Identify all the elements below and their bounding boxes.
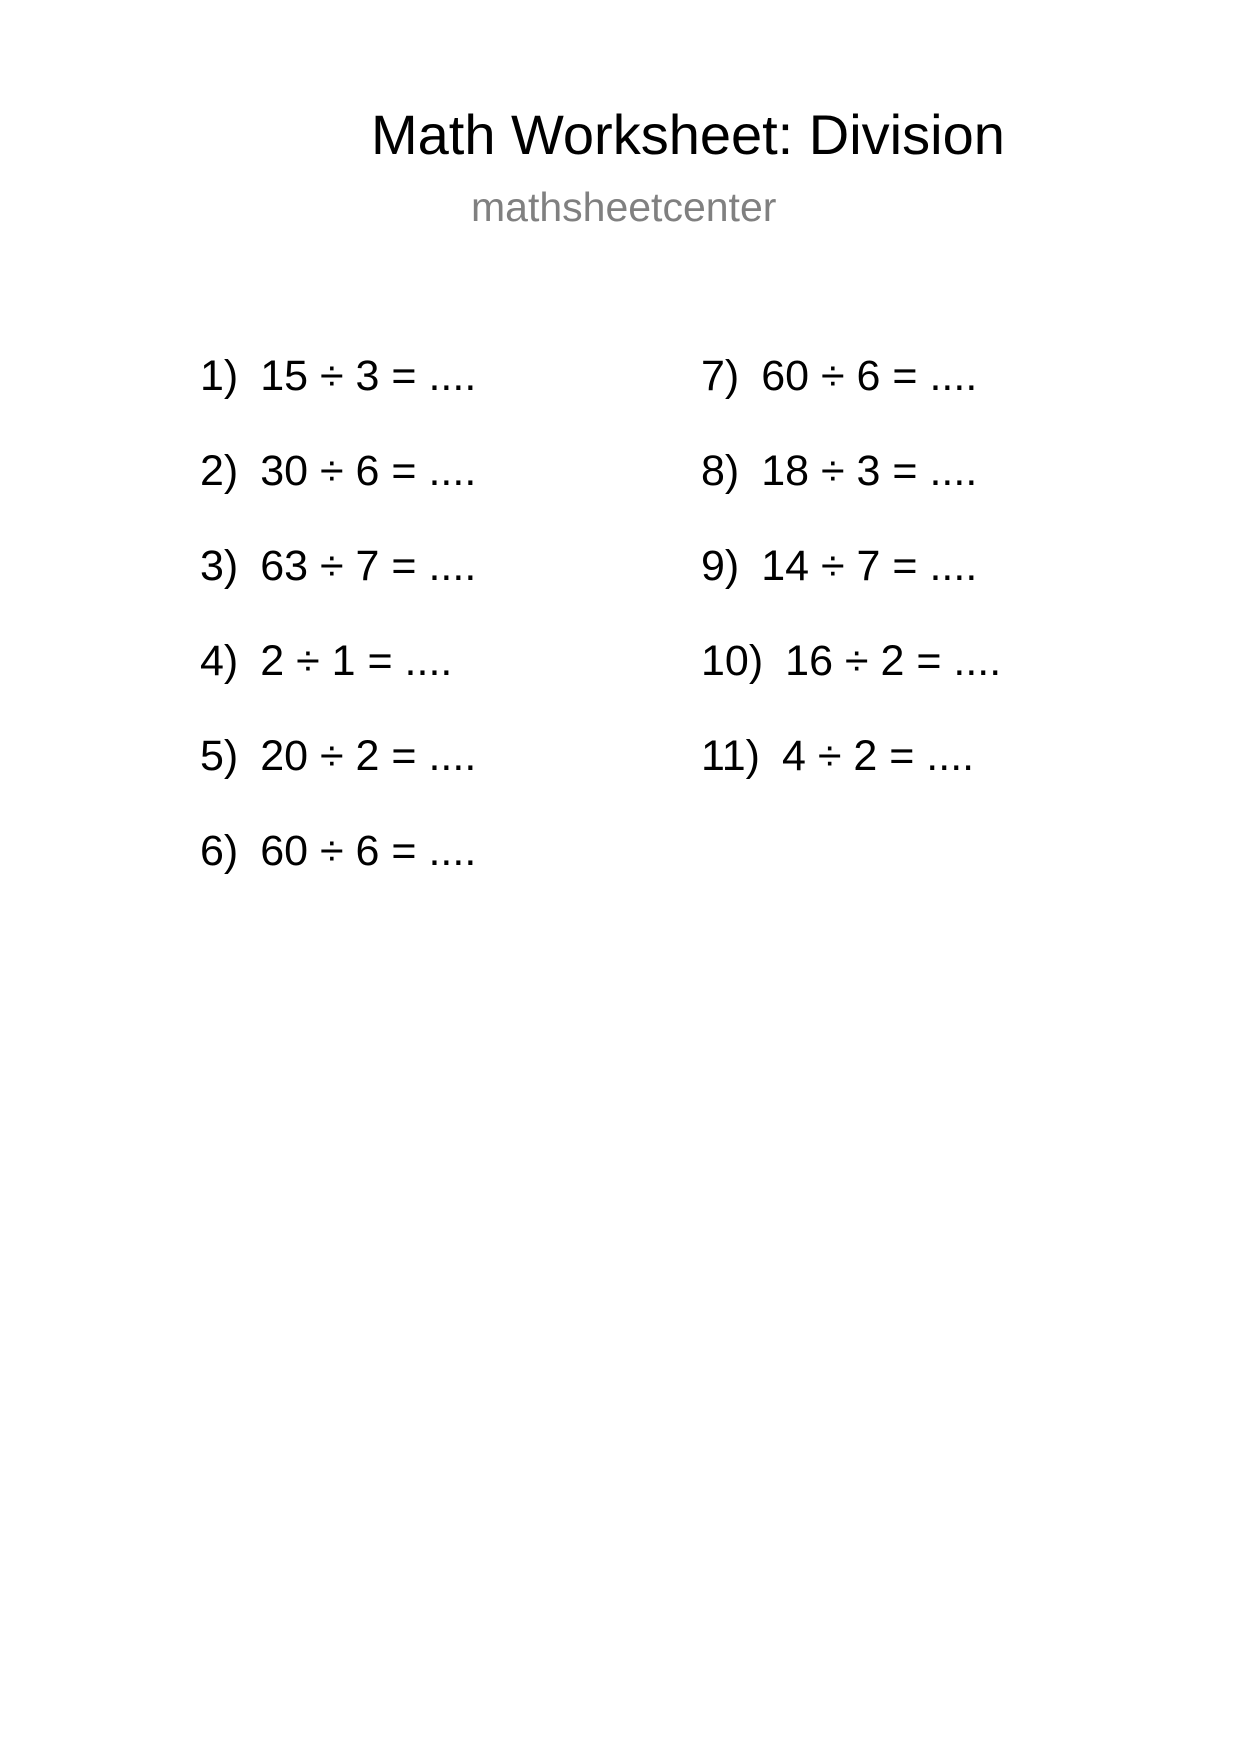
problem-expression: 18 ÷ 3 = .... [761, 447, 978, 495]
problem-expression: 20 ÷ 2 = .... [260, 732, 477, 780]
problem-expression: 16 ÷ 2 = .... [785, 637, 1002, 685]
problem-number: 11) [701, 732, 760, 780]
problem-item [701, 350, 977, 402]
problem-expression: 60 ÷ 6 = .... [260, 827, 477, 875]
problem-expression: 2 ÷ 1 = .... [260, 637, 453, 685]
problem-item [701, 540, 977, 592]
problem-item [200, 445, 476, 497]
page-subtitle: mathsheetcenter [471, 184, 777, 230]
problem-item [701, 730, 974, 782]
problem-item [200, 635, 452, 687]
problem-number: 9) [701, 542, 740, 590]
problem-number: 3) [200, 542, 239, 590]
problem-number: 5) [200, 732, 239, 780]
problem-expression: 30 ÷ 6 = .... [260, 447, 477, 495]
problem-expression: 4 ÷ 2 = .... [781, 732, 975, 780]
problem-expression: 60 ÷ 6 = .... [761, 352, 978, 400]
problem-number: 2) [200, 447, 239, 495]
problem-item [200, 540, 476, 592]
problem-item [701, 445, 977, 497]
problem-item [200, 825, 476, 877]
problem-number: 4) [200, 637, 239, 685]
problem-expression: 14 ÷ 7 = .... [761, 542, 978, 590]
problem-expression: 15 ÷ 3 = .... [260, 352, 477, 400]
page-title: Math Worksheet: Division [371, 103, 1005, 166]
problem-item [200, 350, 476, 402]
problem-expression: 63 ÷ 7 = .... [260, 542, 477, 590]
problem-item [200, 730, 476, 782]
problem-number: 1) [200, 352, 239, 400]
problem-number: 10) [701, 637, 764, 685]
problem-item [701, 635, 1001, 687]
problem-number: 7) [701, 352, 740, 400]
problem-number: 6) [200, 827, 239, 875]
problem-number: 8) [701, 447, 740, 495]
